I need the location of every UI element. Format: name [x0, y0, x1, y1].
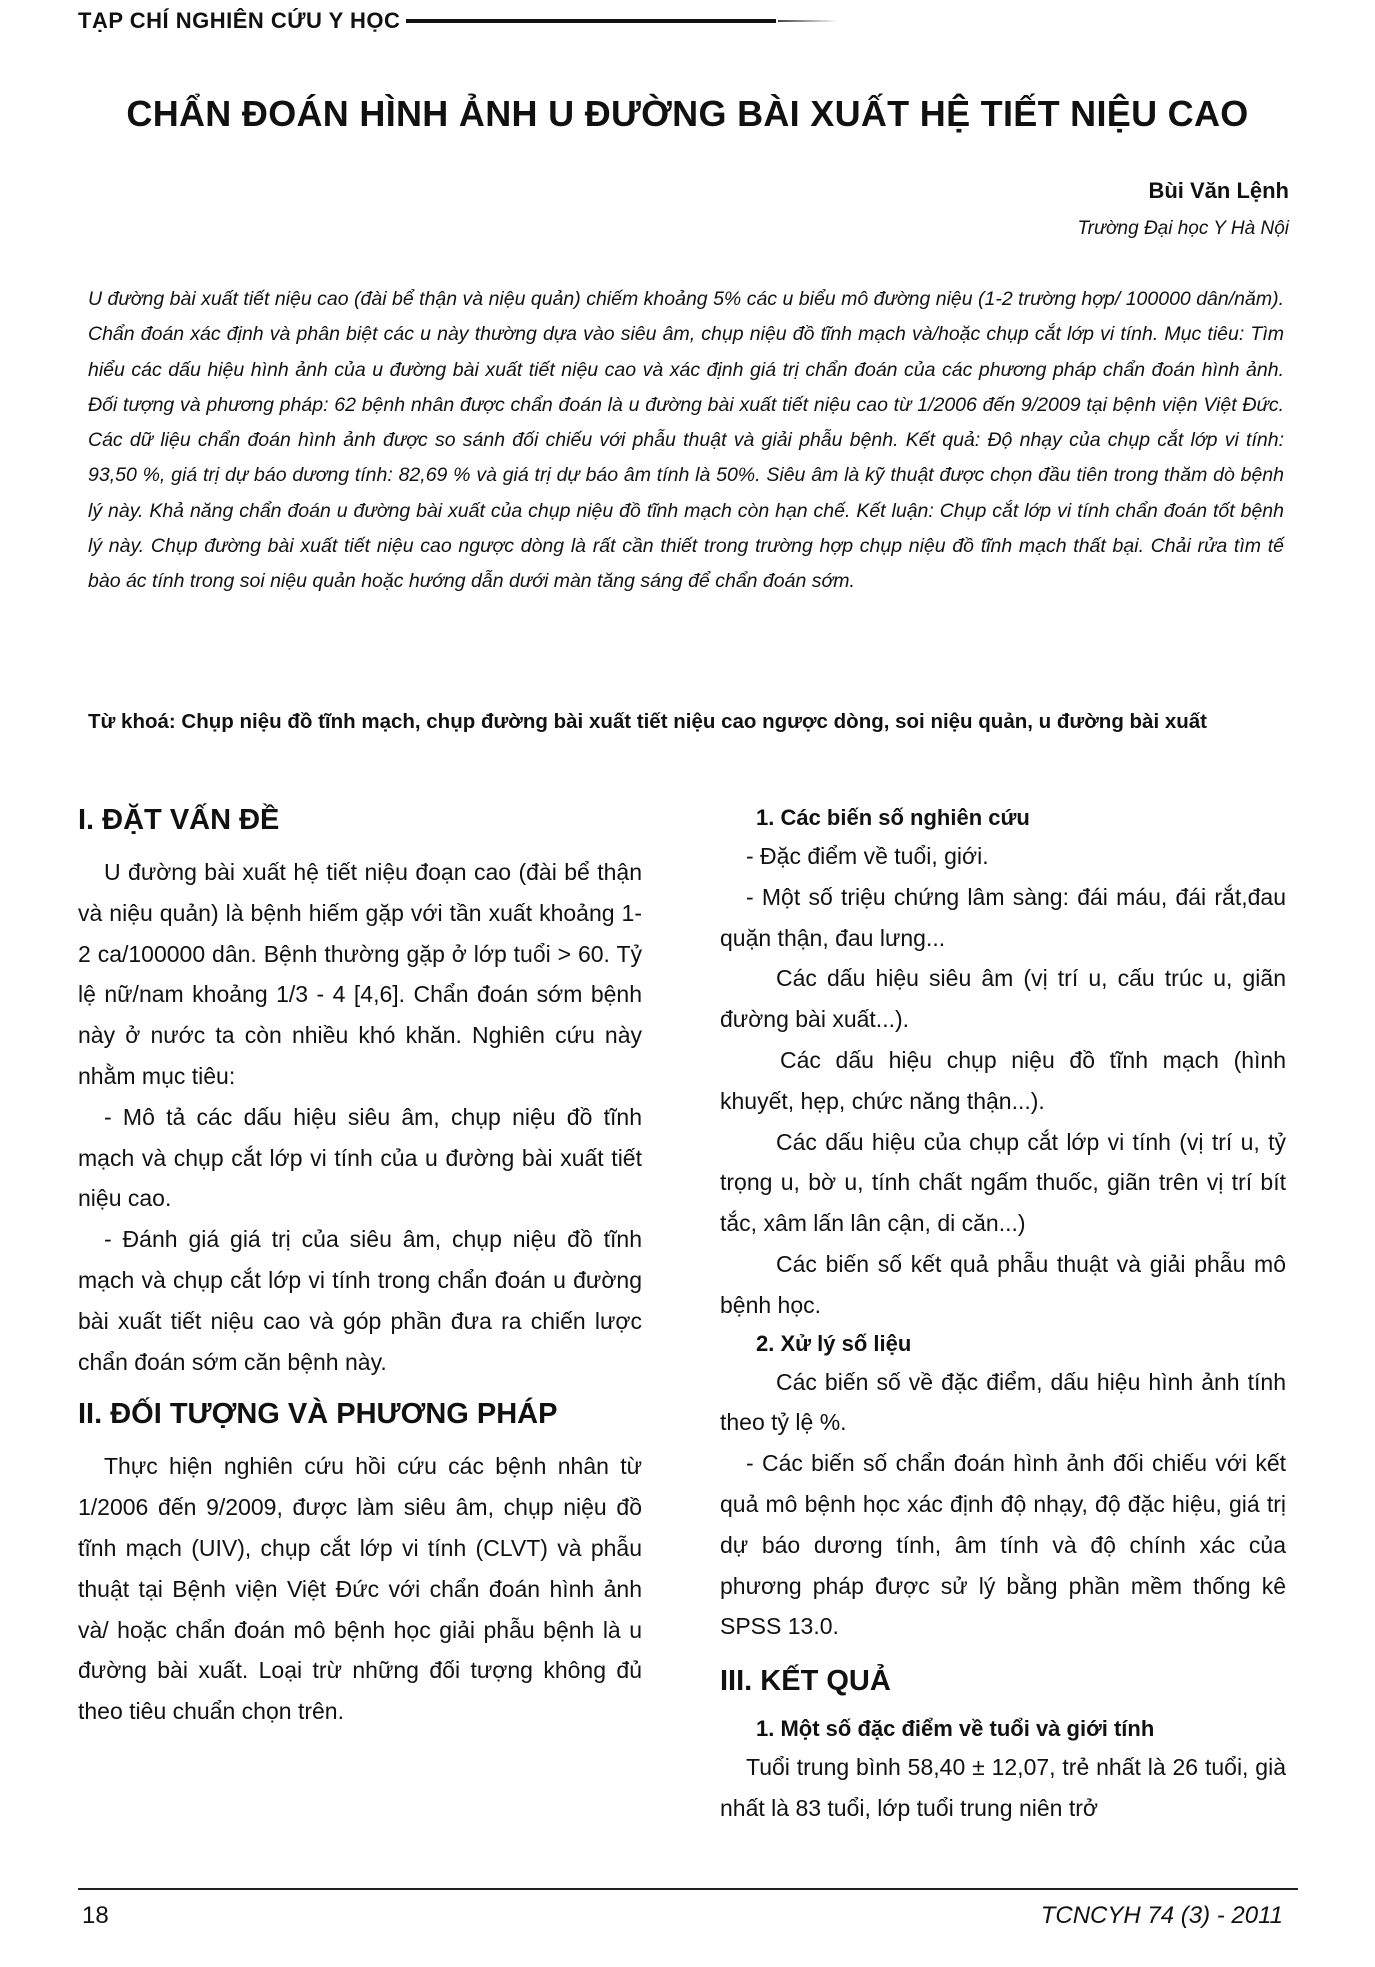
variables-paragraph-2: - Một số triệu chứng lâm sàng: đái máu, đái rắt,đau quặn thận, đau lưng... — [720, 883, 1286, 951]
journal-name: TẠP CHÍ NGHIÊN CỨU Y HỌC — [78, 8, 401, 33]
header-rule-fade — [778, 20, 838, 22]
subsection-heading-variables: 1. Các biến số nghiên cứu — [756, 805, 1030, 830]
section-heading-introduction: I. ĐẶT VẤN ĐỀ — [78, 804, 280, 836]
author-affiliation: Trường Đại học Y Hà Nội — [1077, 218, 1289, 239]
article-title: CHẨN ĐOÁN HÌNH ẢNH U ĐƯỜNG BÀI XUẤT HỆ TIẾT NIỆU CAO — [126, 93, 1249, 134]
objective-paragraph-2: - Đánh giá giá trị của siêu âm, chụp niệu đồ tĩnh mạch và chụp cắt lớp vi tính trong chẩn đoán u đường bài xuất tiết niệu cao và góp phần đưa ra chiến lược chẩn đoán sớm căn bệnh này. — [78, 1226, 642, 1375]
subsection-heading-age-sex: 1. Một số đặc điểm về tuổi và giới tính — [756, 1716, 1155, 1742]
variables-paragraph-1: - Đặc điểm về tuổi, giới. — [746, 843, 989, 869]
variables-paragraph-4: Các dấu hiệu chụp niệu đồ tĩnh mạch (hình khuyết, hẹp, chức năng thận...). — [720, 1046, 1286, 1114]
right-column — [720, 800, 1286, 1829]
processing-paragraph-1: Các biến số về đặc điểm, dấu hiệu hình ảnh tính theo tỷ lệ %. — [720, 1368, 1286, 1436]
page-number: 18 — [82, 1902, 109, 1929]
left-column — [78, 800, 642, 1732]
methods-paragraph: Thực hiện nghiên cứu hồi cứu các bệnh nhân từ 1/2006 đến 9/2009, được làm siêu âm, chụp niệu đồ tĩnh mạch (UIV), chụp cắt lớp vi tính (CLVT) và phẫu thuật tại Bệnh viện Việt Đức với chẩn đoán hình ảnh và/ hoặc chẩn đoán mô bệnh học giải phẫu bệnh là u đường bài xuất. Loại trừ những đối tượng không đủ theo tiêu chuẩn chọn trên. — [78, 1453, 642, 1725]
section-heading-results: III. KẾT QUẢ — [720, 1665, 891, 1698]
section-heading-methods: II. ĐỐI TƯỢNG VÀ PHƯƠNG PHÁP — [78, 1398, 558, 1431]
intro-paragraph: U đường bài xuất hệ tiết niệu đoạn cao (đài bể thận và niệu quản) là bệnh hiếm gặp với tần xuất khoảng 1-2 ca/100000 dân. Bệnh thường gặp ở lớp tuổi > 60. Tỷ lệ nữ/nam khoảng 1/3 - 4 [4,6]. Chẩn đoán sớm bệnh này ở nước ta còn nhiều khó khăn. Nghiên cứu này nhằm mục tiêu: — [78, 859, 642, 1089]
objective-paragraph-1: - Mô tả các dấu hiệu siêu âm, chụp niệu đồ tĩnh mạch và chụp cắt lớp vi tính của u đường bài xuất tiết niệu cao. — [78, 1103, 642, 1212]
journal-header — [78, 8, 898, 34]
footer-rule — [78, 1888, 1298, 1890]
results-paragraph-1: Tuổi trung bình 58,40 ± 12,07, trẻ nhất là 26 tuổi, già nhất là 83 tuổi, lớp tuổi trung niên trở — [720, 1754, 1286, 1821]
keywords: Từ khoá: Chụp niệu đồ tĩnh mạch, chụp đường bài xuất tiết niệu cao ngược dòng, soi niệu quản, u đường bài xuất — [88, 710, 1208, 733]
variables-paragraph-5: Các dấu hiệu của chụp cắt lớp vi tính (vị trí u, tỷ trọng u, bờ u, tính chất ngấm thuốc, giãn trên vị trí bít tắc, xâm lấn lân cận, di căn...) — [720, 1128, 1286, 1237]
journal-issue: TCNCYH 74 (3) - 2011 — [1040, 1902, 1283, 1929]
processing-paragraph-2: - Các biến số chẩn đoán hình ảnh đối chiếu với kết quả mô bệnh học xác định độ nhạy, độ đặc hiệu, giá trị dự báo dương tính, âm tính và độ chính xác của phương pháp được sử lý bằng phần mềm thống kê SPSS 13.0. — [720, 1450, 1286, 1640]
subsection-heading-data-processing: 2. Xử lý số liệu — [756, 1330, 912, 1356]
author-name: Bùi Văn Lệnh — [1148, 178, 1289, 203]
abstract: U đường bài xuất tiết niệu cao (đài bể thận và niệu quản) chiếm khoảng 5% các u biểu mô đường niệu (1-2 trường hợp/ 100000 dân/năm). Chẩn đoán xác định và phân biệt các u này thường dựa vào siêu âm, chụp niệu đồ tĩnh mạch và/hoặc chụp cắt lớp vi tính. Mục tiêu: Tìm hiểu các dấu hiệu hình ảnh của u đường bài xuất tiết niệu cao và xác định giá trị chẩn đoán của các phương pháp chẩn đoán hình ảnh. Đối tượng và phương pháp: 62 bệnh nhân được chẩn đoán là u đường bài xuất tiết niệu cao từ 1/2006 đến 9/2009 tại bệnh viện Việt Đức. Các dữ liệu chẩn đoán hình ảnh được so sánh đối chiếu với phẫu thuật và giải phẫu bệnh. Kết quả: Độ nhạy của chụp cắt lớp vi tính: 93,50 %, giá trị dự báo dương tính: 82,69 % và giá trị dự báo âm tính là 50%. Siêu âm là kỹ thuật được chọn đầu tiên trong thăm dò bệnh lý này. Khả năng chẩn đoán u đường bài xuất của chụp niệu đồ tĩnh mạch còn hạn chế. Kết luận: Chụp cắt lớp vi tính chẩn đoán tốt bệnh lý này. Chụp đường bài xuất tiết niệu cao ngược dòng là rất cần thiết trong trường hợp chụp niệu đồ tĩnh mạch thất bại. Chải rửa tìm tế bào ác tính trong soi niệu quản hoặc hướng dẫn dưới màn tăng sáng để chẩn đoán sớm. — [88, 288, 1284, 593]
variables-paragraph-3: Các dấu hiệu siêu âm (vị trí u, cấu trúc u, giãn đường bài xuất...). — [720, 965, 1286, 1033]
variables-paragraph-6: Các biến số kết quả phẫu thuật và giải phẫu mô bệnh học. — [720, 1250, 1286, 1318]
header-rule — [406, 19, 776, 23]
